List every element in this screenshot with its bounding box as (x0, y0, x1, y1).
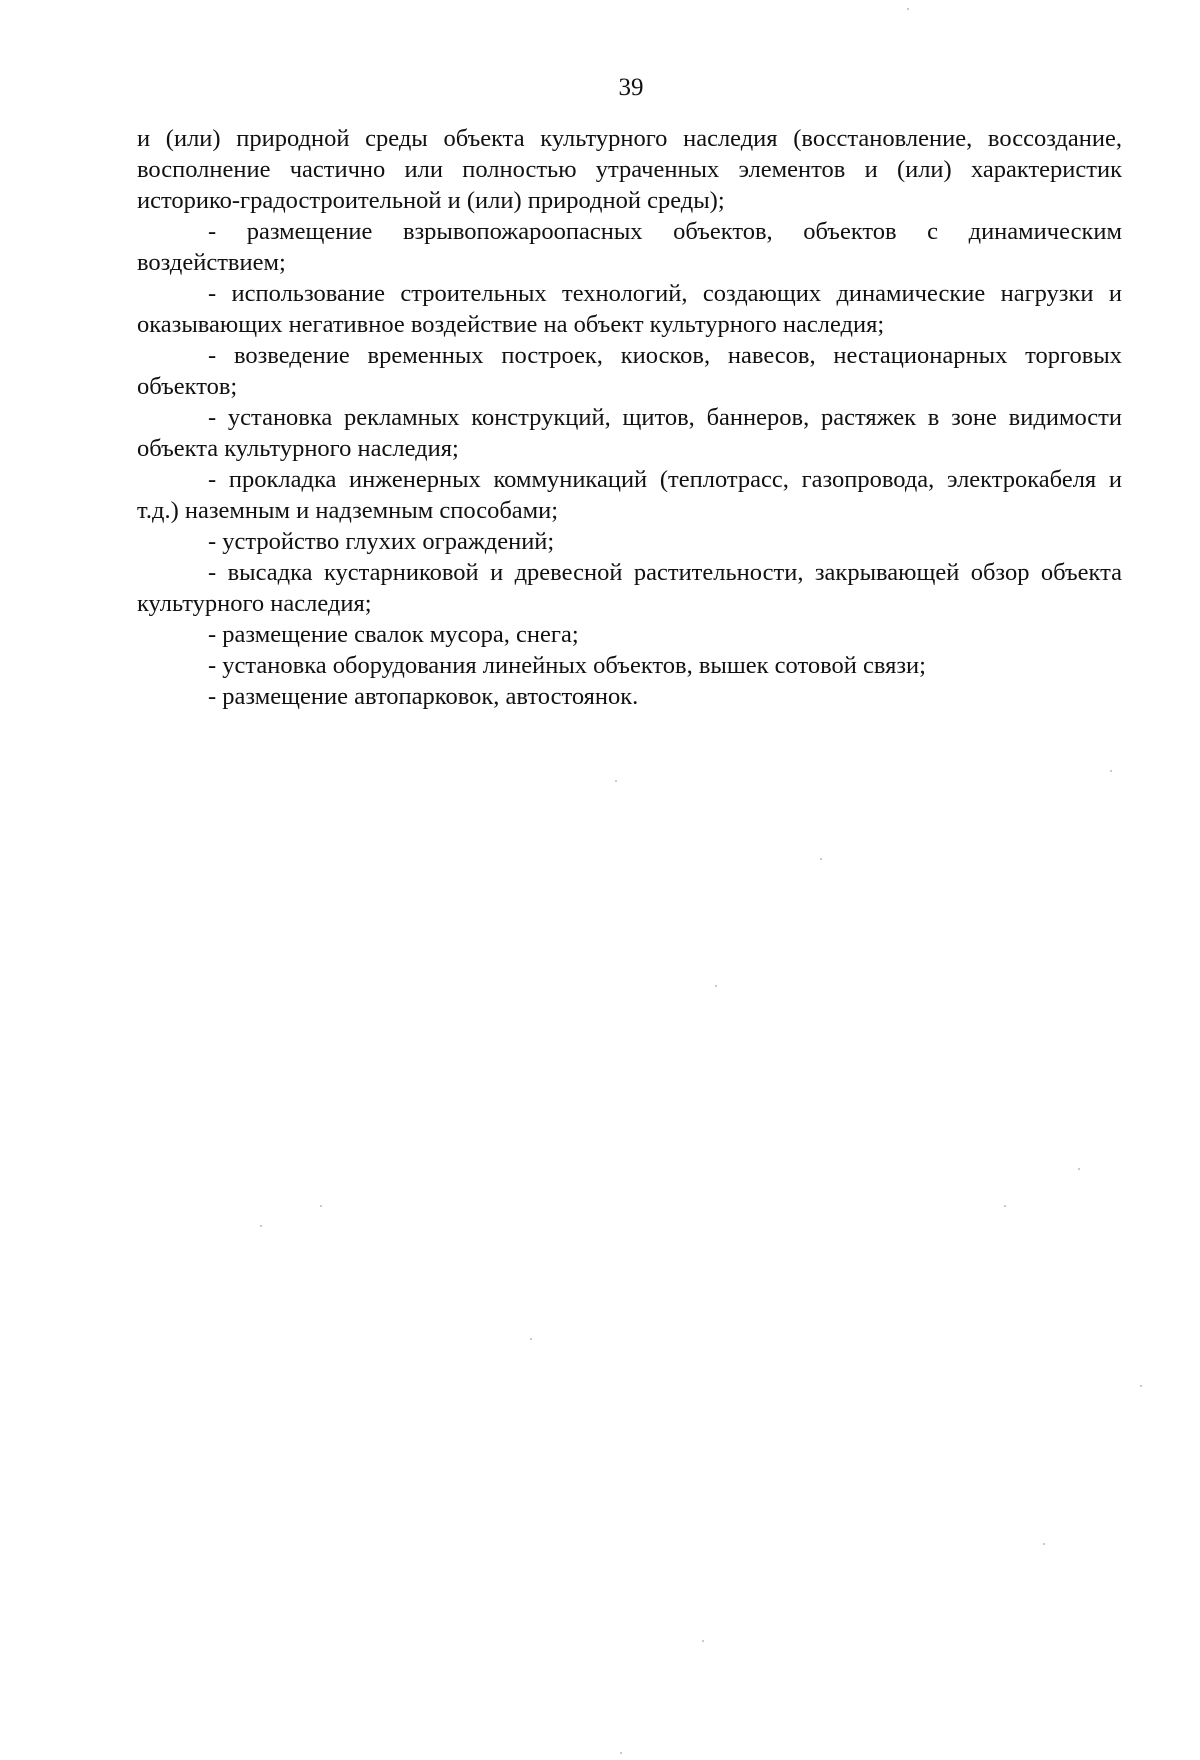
page-number: 39 (618, 74, 644, 101)
list-item: - устройство глухих ограждений; (208, 528, 555, 555)
scan-speck (1043, 1543, 1045, 1545)
scan-speck (260, 1225, 262, 1227)
scan-speck (715, 985, 717, 987)
list-item: - установка оборудования линейных объектов, вышек сотовой связи; (208, 652, 926, 679)
scan-speck (702, 1640, 704, 1642)
scan-speck (1140, 1385, 1142, 1387)
list-item: - высадка кустарниковой и древесной растительности, закрывающей обзор объекта культурного наследия; (137, 559, 1122, 617)
list-item: - размещение автопарковок, автостоянок. (208, 683, 639, 710)
scan-speck (820, 858, 822, 860)
list-item: - установка рекламных конструкций, щитов, баннеров, растяжек в зоне видимости объекта культурного наследия; (137, 404, 1122, 462)
paragraph-continuation: и (или) природной среды объекта культурного наследия (восстановление, воссоздание, восполнение частично или полностью утраченных элементов и (или) характеристик историко-градостроительной и (или) природной среды); (137, 125, 1122, 214)
scan-speck (530, 1338, 532, 1340)
list-item: - прокладка инженерных коммуникаций (теплотрасс, газопровода, электрокабеля и т.д.) наземным и надземным способами; (137, 466, 1122, 524)
list-item: - размещение взрывопожароопасных объектов, объектов с динамическим воздействием; (137, 218, 1122, 276)
list-item: - размещение свалок мусора, снега; (208, 621, 579, 648)
scan-speck (907, 8, 909, 10)
scan-speck (1004, 1205, 1006, 1207)
scan-speck (615, 780, 617, 782)
list-item: - использование строительных технологий, создающих динамические нагрузки и оказывающих негативное воздействие на объект культурного наследия; (137, 280, 1122, 338)
scan-speck (320, 1205, 322, 1207)
scan-speck (620, 1752, 622, 1754)
list-item: - возведение временных построек, киосков, навесов, нестационарных торговых объектов; (137, 342, 1122, 400)
scan-speck (1078, 1168, 1080, 1170)
document-body (137, 123, 1122, 712)
scan-speck (1110, 770, 1112, 772)
